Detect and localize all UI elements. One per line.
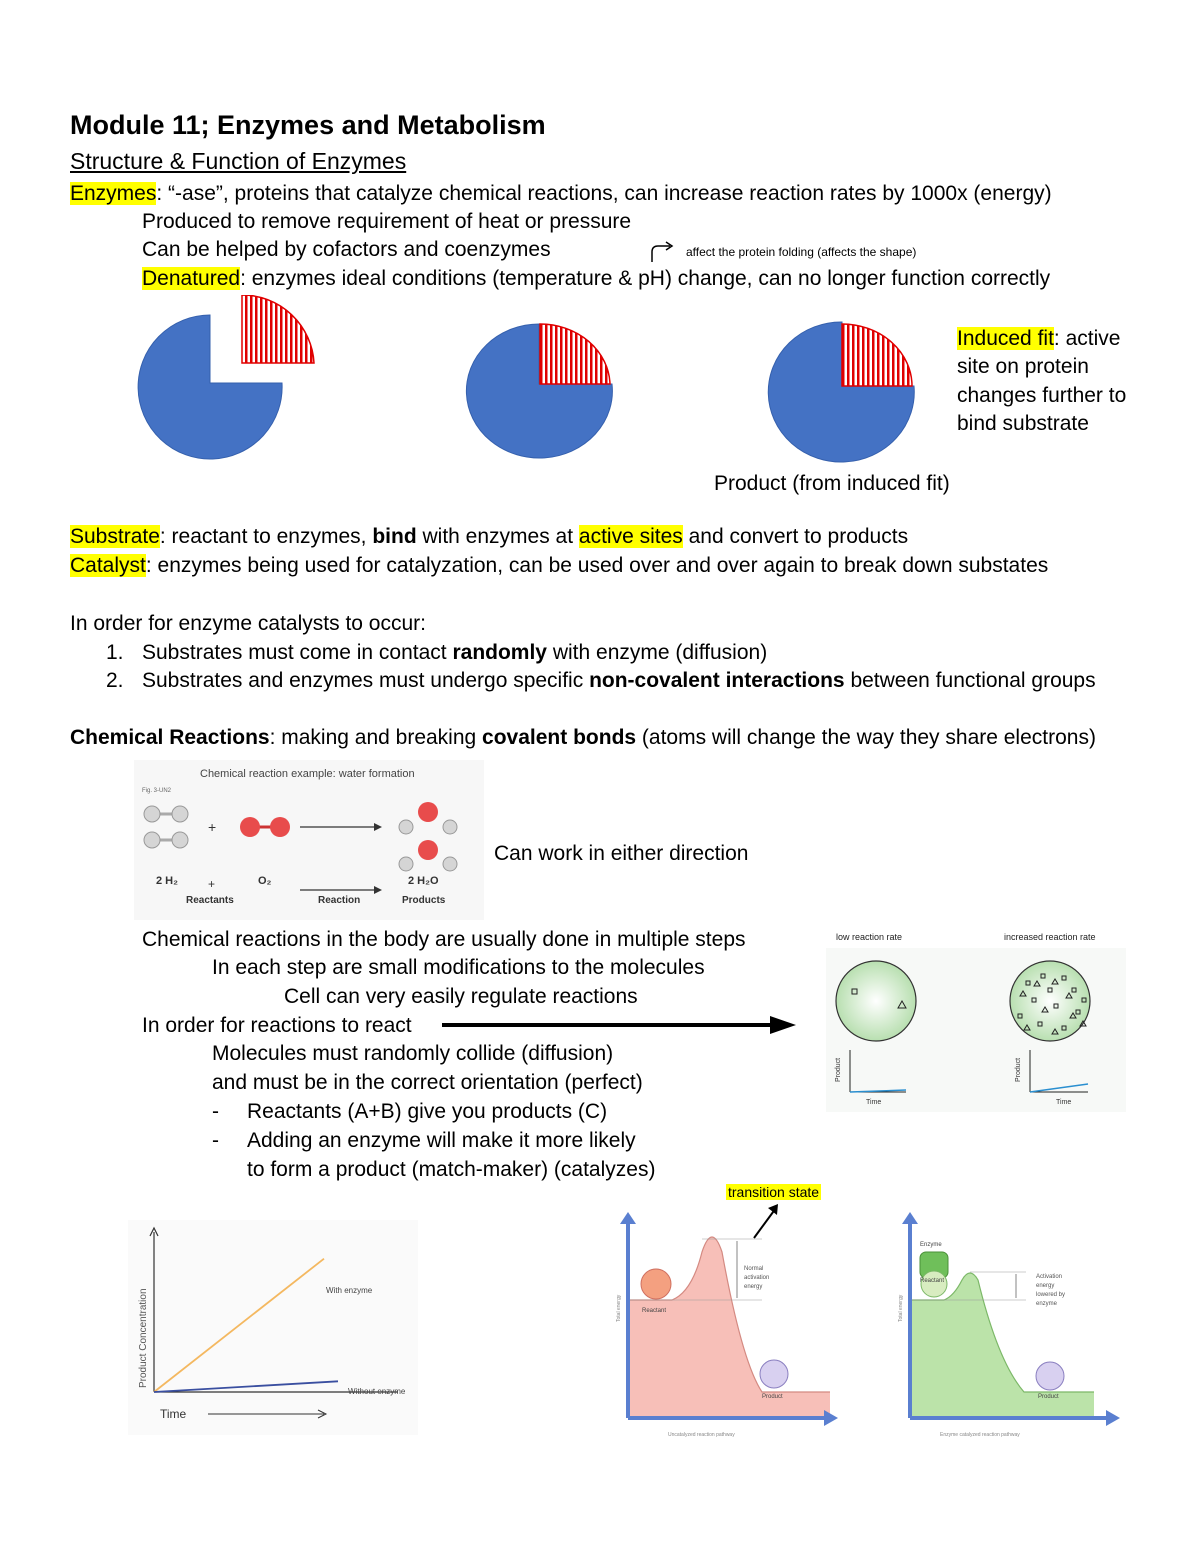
denatured-text: : enzymes ideal conditions (temperature & pH) change, can no longer function correctly	[240, 267, 1051, 290]
high-rate-label: increased reaction rate	[1004, 932, 1096, 942]
substrate-text2: with enzymes at	[416, 525, 579, 548]
low-plot-xlabel: Time	[866, 1099, 882, 1106]
condition-1-bold: randomly	[452, 641, 547, 664]
substrate-text1: : reactant to enzymes,	[159, 525, 373, 548]
high-rate-cell	[1010, 961, 1090, 1041]
induced-fit-line4: bind substrate	[957, 412, 1089, 435]
with-enzyme-label: With enzyme	[326, 1286, 373, 1295]
reaction-label: Reaction	[318, 895, 361, 906]
catalyst-definition	[70, 552, 1048, 580]
plus-sign-2: +	[208, 877, 216, 891]
induced-fit-line3: changes further to	[957, 384, 1127, 407]
reaction-line-1: Chemical reactions in the body are usually done in multiple steps	[142, 928, 746, 951]
reaction-rate-figure	[826, 926, 1126, 1112]
induced-fit-text1: : active	[1053, 327, 1121, 350]
enzymes-definition	[70, 180, 1052, 208]
denatured-term: Denatured	[142, 267, 241, 290]
enzymes-term: Enzymes	[70, 182, 157, 205]
reaction-line-3: Cell can very easily regulate reactions	[284, 985, 638, 1008]
product-label-right: Product	[1038, 1394, 1059, 1400]
high-plot-ylabel: Product	[1015, 1057, 1022, 1082]
condition-2	[142, 667, 1096, 695]
covalent-bonds-term: covalent bonds	[482, 726, 637, 749]
low-rate-cell	[836, 961, 916, 1041]
water-figure-label: Fig. 3-UN2	[142, 788, 172, 794]
section-heading: Structure & Function of Enzymes	[70, 148, 407, 174]
reactant-ball-green	[921, 1271, 947, 1297]
enzymes-sub1: Produced to remove requirement of heat or pressure	[142, 210, 632, 233]
cofactor-note: affect the protein folding (affects the shape)	[686, 245, 917, 259]
substrate-term: Substrate	[70, 525, 160, 548]
transition-state-label: transition state	[728, 1184, 820, 1200]
reaction-line-8: Adding an enzyme will make it more likely	[247, 1129, 636, 1152]
chart-ylabel: Product Concentration	[138, 1288, 149, 1388]
conditions-intro: In order for enzyme catalysts to occur:	[70, 612, 426, 635]
h2o-label: 2 H₂O	[408, 875, 439, 887]
activation-left-1: Normal	[744, 1266, 764, 1272]
product-ball-green	[1036, 1362, 1064, 1390]
h2-label: 2 H₂	[156, 875, 179, 887]
enzyme-substrate-induced-fit	[762, 318, 922, 468]
high-plot-xlabel: Time	[1056, 1099, 1072, 1106]
enzyme-label-right: Enzyme	[920, 1242, 942, 1248]
y-label-right: Total energy	[898, 1294, 904, 1322]
long-arrow-icon	[440, 1014, 800, 1036]
plus-sign-1: +	[208, 819, 217, 835]
product-concentration-chart	[128, 1220, 418, 1435]
reactant-ball	[641, 1269, 671, 1299]
enzymes-sub2: Can be helped by cofactors and coenzymes	[142, 238, 551, 261]
either-direction: Can work in either direction	[494, 842, 749, 865]
bent-arrow-icon	[648, 240, 678, 264]
activation-right-3: lowered by	[1036, 1292, 1066, 1298]
enzyme-substrate-bound	[460, 318, 620, 468]
catalyzed-energy-diagram	[894, 1212, 1124, 1442]
y-label-left: Total energy	[616, 1294, 622, 1322]
active-sites-term: active sites	[578, 525, 683, 548]
reaction-line-9: to form a product (match-maker) (catalyzes)	[247, 1158, 656, 1181]
x-label-right: Enzyme catalyzed reaction pathway	[940, 1432, 1020, 1438]
reaction-line-4: In order for reactions to react	[142, 1014, 412, 1037]
product-ball	[760, 1360, 788, 1388]
energy-area	[630, 1237, 830, 1418]
condition-1-num: 1.	[106, 641, 124, 664]
product-label-left: Product	[762, 1394, 783, 1400]
activation-left-3: energy	[744, 1284, 763, 1290]
substrate-definition	[70, 523, 908, 551]
condition-2-pre: Substrates and enzymes must undergo specific	[142, 669, 590, 692]
low-plot-ylabel: Product	[835, 1057, 842, 1082]
water-formation-figure	[134, 760, 484, 920]
x-label-left: Uncatalyzed reaction pathway	[668, 1432, 735, 1438]
uncatalyzed-energy-diagram	[612, 1212, 842, 1442]
reaction-line-7: Reactants (A+B) give you products (C)	[247, 1100, 608, 1123]
enzymes-text: : “-ase”, proteins that catalyze chemical reactions, can increase reaction rates by 1000x (energy)	[156, 182, 1052, 205]
water-figure-title: Chemical reaction example: water formation	[200, 768, 415, 780]
catalyst-text: : enzymes being used for catalyzation, can be used over and over again to break down substates	[145, 554, 1049, 577]
condition-2-num: 2.	[106, 669, 124, 692]
catalyst-term: Catalyst	[70, 554, 146, 577]
chem-reactions-term: Chemical Reactions	[70, 726, 270, 749]
denatured-definition	[142, 265, 1050, 293]
reactant-label-left: Reactant	[642, 1308, 667, 1314]
without-enzyme-label: Without enzyme	[348, 1387, 406, 1396]
condition-1	[142, 639, 767, 667]
activation-right-4: enzyme	[1036, 1301, 1058, 1307]
activation-right-1: Activation	[1036, 1274, 1063, 1280]
condition-1-post: with enzyme (diffusion)	[547, 641, 768, 664]
page-title: Module 11; Enzymes and Metabolism	[70, 110, 546, 140]
substrate-shape	[242, 295, 314, 363]
reactants-label: Reactants	[186, 895, 234, 906]
induced-fit-term: Induced fit	[957, 327, 1054, 350]
reaction-line-6: and must be in the correct orientation (perfect)	[212, 1071, 643, 1094]
reaction-line-5: Molecules must randomly collide (diffusion)	[212, 1042, 614, 1065]
products-label: Products	[402, 895, 446, 906]
induced-fit-line1	[957, 325, 1120, 353]
low-rate-label: low reaction rate	[836, 932, 903, 942]
product-caption: Product (from induced fit)	[714, 472, 950, 495]
chart-xlabel: Time	[160, 1407, 187, 1421]
dash-2: -	[212, 1129, 219, 1152]
chem-reactions-definition	[70, 724, 1096, 752]
o2-label: O₂	[258, 875, 272, 887]
chem-reactions-text2: (atoms will change the way they share electrons)	[636, 726, 1096, 749]
condition-1-pre: Substrates must come in contact	[142, 641, 453, 664]
activation-right-2: energy	[1036, 1283, 1055, 1289]
chem-reactions-text1: : making and breaking	[269, 726, 483, 749]
substrate-bind: bind	[372, 525, 417, 548]
activation-left-2: activation	[744, 1275, 770, 1281]
condition-2-post: between functional groups	[844, 669, 1096, 692]
induced-fit-line2: site on protein	[957, 355, 1089, 378]
enzyme-substrate-separate	[130, 295, 330, 465]
condition-2-bold: non-covalent interactions	[589, 669, 845, 692]
substrate-text3: and convert to products	[682, 525, 909, 548]
reactant-label-right: Reactant	[920, 1278, 945, 1284]
dash-1: -	[212, 1100, 219, 1123]
reaction-line-2: In each step are small modifications to the molecules	[212, 956, 705, 979]
